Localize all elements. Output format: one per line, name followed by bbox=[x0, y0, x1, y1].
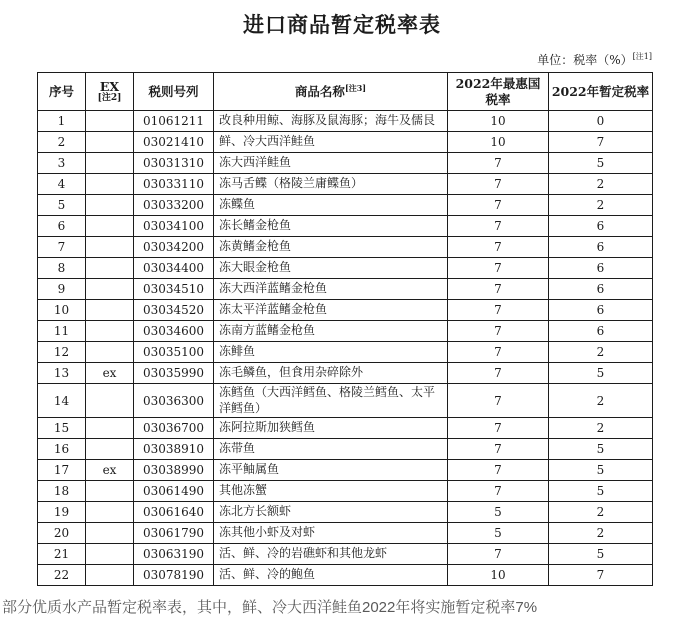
cell-ex bbox=[86, 342, 134, 363]
cell-ex bbox=[86, 111, 134, 132]
table-row bbox=[38, 279, 653, 300]
header-ex-footnote: [注2] bbox=[97, 93, 122, 104]
cell-mfn: 10 bbox=[448, 111, 549, 132]
table-row bbox=[38, 237, 653, 258]
cell-code: 03034510 bbox=[134, 279, 214, 300]
cell-no: 21 bbox=[38, 544, 86, 565]
cell-provisional: 5 bbox=[549, 481, 653, 502]
cell-ex bbox=[86, 132, 134, 153]
tariff-table-body bbox=[38, 111, 653, 586]
cell-provisional: 0 bbox=[549, 111, 653, 132]
cell-ex bbox=[86, 544, 134, 565]
cell-provisional: 6 bbox=[549, 258, 653, 279]
cell-mfn: 7 bbox=[448, 439, 549, 460]
cell-name: 冻南方蓝鳍金枪鱼 bbox=[214, 321, 448, 342]
table-row bbox=[38, 544, 653, 565]
cell-no: 7 bbox=[38, 237, 86, 258]
cell-no: 1 bbox=[38, 111, 86, 132]
cell-code: 03034400 bbox=[134, 258, 214, 279]
cell-name: 冻其他小虾及对虾 bbox=[214, 523, 448, 544]
header-name-label: 商品名称 bbox=[294, 84, 345, 100]
header-ex-label: EX bbox=[99, 78, 120, 94]
cell-no: 9 bbox=[38, 279, 86, 300]
cell-mfn: 7 bbox=[448, 300, 549, 321]
cell-code: 03036300 bbox=[134, 384, 214, 418]
cell-name: 冻阿拉斯加狭鳕鱼 bbox=[214, 418, 448, 439]
cell-mfn: 7 bbox=[448, 460, 549, 481]
table-row bbox=[38, 384, 653, 418]
cell-no: 20 bbox=[38, 523, 86, 544]
header-no: 序号 bbox=[38, 73, 86, 111]
table-row bbox=[38, 111, 653, 132]
cell-mfn: 7 bbox=[448, 363, 549, 384]
cell-code: 03061790 bbox=[134, 523, 214, 544]
cell-ex bbox=[86, 300, 134, 321]
unit-note bbox=[0, 51, 652, 68]
cell-provisional: 6 bbox=[549, 237, 653, 258]
cell-ex bbox=[86, 216, 134, 237]
cell-name: 冻鳕鱼（大西洋鳕鱼、格陵兰鳕鱼、太平洋鳕鱼） bbox=[214, 384, 448, 418]
cell-name: 冻大西洋鲑鱼 bbox=[214, 153, 448, 174]
cell-no: 16 bbox=[38, 439, 86, 460]
tariff-table bbox=[37, 72, 653, 586]
cell-provisional: 5 bbox=[549, 153, 653, 174]
table-row bbox=[38, 195, 653, 216]
cell-no: 5 bbox=[38, 195, 86, 216]
cell-provisional: 7 bbox=[549, 132, 653, 153]
table-row bbox=[38, 460, 653, 481]
cell-no: 11 bbox=[38, 321, 86, 342]
cell-mfn: 7 bbox=[448, 342, 549, 363]
header-name-footnote: [注3] bbox=[344, 83, 367, 94]
cell-code: 03035990 bbox=[134, 363, 214, 384]
cell-code: 01061211 bbox=[134, 111, 214, 132]
cell-ex bbox=[86, 384, 134, 418]
cell-mfn: 10 bbox=[448, 132, 549, 153]
cell-provisional: 5 bbox=[549, 439, 653, 460]
cell-code: 03034100 bbox=[134, 216, 214, 237]
cell-no: 2 bbox=[38, 132, 86, 153]
cell-code: 03034520 bbox=[134, 300, 214, 321]
cell-ex bbox=[86, 174, 134, 195]
cell-no: 13 bbox=[38, 363, 86, 384]
cell-mfn: 10 bbox=[448, 565, 549, 586]
cell-name: 鲜、冷大西洋鲑鱼 bbox=[214, 132, 448, 153]
cell-no: 14 bbox=[38, 384, 86, 418]
cell-ex bbox=[86, 258, 134, 279]
table-row bbox=[38, 481, 653, 502]
cell-provisional: 2 bbox=[549, 174, 653, 195]
table-row bbox=[38, 523, 653, 544]
cell-name: 其他冻蟹 bbox=[214, 481, 448, 502]
table-row bbox=[38, 363, 653, 384]
cell-name: 冻黄鳍金枪鱼 bbox=[214, 237, 448, 258]
cell-ex bbox=[86, 502, 134, 523]
cell-mfn: 7 bbox=[448, 418, 549, 439]
cell-provisional: 6 bbox=[549, 321, 653, 342]
cell-name: 活、鲜、冷的岩礁虾和其他龙虾 bbox=[214, 544, 448, 565]
table-row bbox=[38, 300, 653, 321]
cell-name: 冻带鱼 bbox=[214, 439, 448, 460]
cell-name: 冻太平洋蓝鳍金枪鱼 bbox=[214, 300, 448, 321]
cell-ex bbox=[86, 237, 134, 258]
table-row bbox=[38, 342, 653, 363]
header-code: 税则号列 bbox=[134, 73, 214, 111]
footer-caption: 部分优质水产品暂定税率表，其中，鲜、冷大西洋鲑鱼2022年将实施暂定税率7% bbox=[2, 599, 538, 617]
table-row bbox=[38, 439, 653, 460]
cell-mfn: 5 bbox=[448, 502, 549, 523]
cell-ex bbox=[86, 439, 134, 460]
cell-provisional: 5 bbox=[549, 544, 653, 565]
cell-no: 19 bbox=[38, 502, 86, 523]
cell-provisional: 5 bbox=[549, 363, 653, 384]
cell-mfn: 5 bbox=[448, 523, 549, 544]
cell-name: 冻平鲉属鱼 bbox=[214, 460, 448, 481]
cell-provisional: 2 bbox=[549, 195, 653, 216]
cell-name: 冻马舌鲽（格陵兰庸鲽鱼） bbox=[214, 174, 448, 195]
cell-provisional: 6 bbox=[549, 300, 653, 321]
cell-mfn: 7 bbox=[448, 195, 549, 216]
cell-code: 03038990 bbox=[134, 460, 214, 481]
cell-code: 03033200 bbox=[134, 195, 214, 216]
cell-mfn: 7 bbox=[448, 384, 549, 418]
table-row bbox=[38, 258, 653, 279]
table-row bbox=[38, 153, 653, 174]
cell-no: 12 bbox=[38, 342, 86, 363]
cell-provisional: 2 bbox=[549, 384, 653, 418]
cell-name: 冻大眼金枪鱼 bbox=[214, 258, 448, 279]
cell-code: 03063190 bbox=[134, 544, 214, 565]
cell-provisional: 5 bbox=[549, 460, 653, 481]
cell-provisional: 7 bbox=[549, 565, 653, 586]
cell-code: 03033110 bbox=[134, 174, 214, 195]
cell-ex bbox=[86, 481, 134, 502]
cell-code: 03078190 bbox=[134, 565, 214, 586]
cell-ex bbox=[86, 153, 134, 174]
cell-code: 03038910 bbox=[134, 439, 214, 460]
cell-provisional: 2 bbox=[549, 418, 653, 439]
cell-no: 3 bbox=[38, 153, 86, 174]
cell-no: 22 bbox=[38, 565, 86, 586]
cell-provisional: 6 bbox=[549, 279, 653, 300]
cell-code: 03034600 bbox=[134, 321, 214, 342]
cell-ex bbox=[86, 195, 134, 216]
header-provisional-rate: 2022年暂定税率 bbox=[549, 73, 653, 111]
cell-mfn: 7 bbox=[448, 153, 549, 174]
cell-code: 03021410 bbox=[134, 132, 214, 153]
cell-name: 冻鲽鱼 bbox=[214, 195, 448, 216]
cell-no: 4 bbox=[38, 174, 86, 195]
cell-name: 冻大西洋蓝鳍金枪鱼 bbox=[214, 279, 448, 300]
table-row bbox=[38, 565, 653, 586]
cell-name: 冻长鳍金枪鱼 bbox=[214, 216, 448, 237]
tariff-table-header bbox=[38, 73, 653, 111]
cell-no: 17 bbox=[38, 460, 86, 481]
unit-footnote-marker: [注1] bbox=[632, 52, 652, 61]
table-row bbox=[38, 216, 653, 237]
cell-no: 18 bbox=[38, 481, 86, 502]
cell-mfn: 7 bbox=[448, 544, 549, 565]
cell-mfn: 7 bbox=[448, 237, 549, 258]
cell-ex bbox=[86, 418, 134, 439]
cell-mfn: 7 bbox=[448, 481, 549, 502]
cell-mfn: 7 bbox=[448, 279, 549, 300]
cell-no: 15 bbox=[38, 418, 86, 439]
cell-mfn: 7 bbox=[448, 321, 549, 342]
header-name bbox=[214, 73, 448, 111]
header-ex bbox=[86, 73, 134, 111]
cell-name: 改良种用鲸、海豚及鼠海豚；海牛及儒艮 bbox=[214, 111, 448, 132]
cell-code: 03035100 bbox=[134, 342, 214, 363]
table-row bbox=[38, 174, 653, 195]
table-row bbox=[38, 132, 653, 153]
cell-no: 10 bbox=[38, 300, 86, 321]
cell-code: 03061490 bbox=[134, 481, 214, 502]
cell-provisional: 6 bbox=[549, 216, 653, 237]
cell-provisional: 2 bbox=[549, 342, 653, 363]
cell-ex bbox=[86, 523, 134, 544]
cell-ex: ex bbox=[86, 363, 134, 384]
cell-code: 03061640 bbox=[134, 502, 214, 523]
table-row bbox=[38, 418, 653, 439]
cell-provisional: 2 bbox=[549, 523, 653, 544]
cell-mfn: 7 bbox=[448, 216, 549, 237]
cell-no: 8 bbox=[38, 258, 86, 279]
header-row bbox=[38, 73, 653, 111]
cell-no: 6 bbox=[38, 216, 86, 237]
cell-ex bbox=[86, 565, 134, 586]
cell-mfn: 7 bbox=[448, 174, 549, 195]
table-row bbox=[38, 321, 653, 342]
cell-code: 03031310 bbox=[134, 153, 214, 174]
cell-name: 冻北方长额虾 bbox=[214, 502, 448, 523]
cell-name: 冻毛鳞鱼，但食用杂碎除外 bbox=[214, 363, 448, 384]
cell-ex: ex bbox=[86, 460, 134, 481]
cell-name: 冻鲱鱼 bbox=[214, 342, 448, 363]
page-title: 进口商品暂定税率表 bbox=[243, 12, 441, 37]
cell-code: 03034200 bbox=[134, 237, 214, 258]
header-mfn-rate: 2022年最惠国税率 bbox=[448, 73, 549, 111]
table-row bbox=[38, 502, 653, 523]
cell-code: 03036700 bbox=[134, 418, 214, 439]
cell-ex bbox=[86, 321, 134, 342]
cell-name: 活、鲜、冷的鲍鱼 bbox=[214, 565, 448, 586]
cell-ex bbox=[86, 279, 134, 300]
cell-provisional: 2 bbox=[549, 502, 653, 523]
unit-label: 单位：税率（%） bbox=[537, 53, 633, 67]
cell-mfn: 7 bbox=[448, 258, 549, 279]
